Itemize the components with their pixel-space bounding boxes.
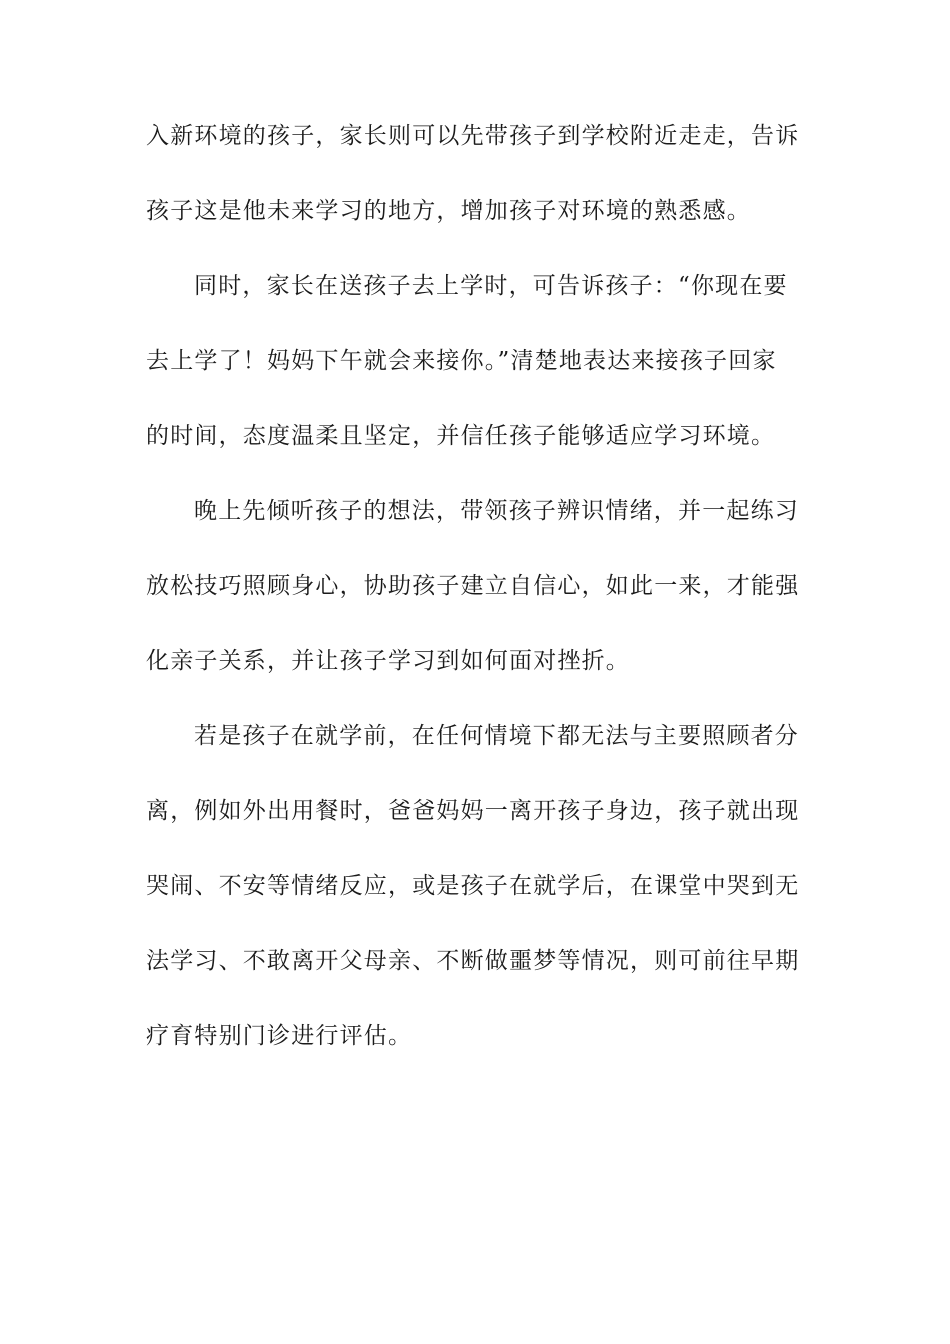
text-line: 疗育特别门诊进行评估。 xyxy=(146,1023,413,1049)
text-line: 的时间，态度温柔且坚定，并信任孩子能够适应学习环境。 xyxy=(146,423,776,449)
text-line: 去上学了！妈妈下午就会来接你。”清楚地表达来接孩子回家 xyxy=(146,348,777,374)
body-text xyxy=(146,118,806,1093)
paragraph-start-line: 同时，家长在送孩子去上学时，可告诉孩子：“你现在要 xyxy=(194,273,788,299)
paragraph-start-line: 若是孩子在就学前，在任何情境下都无法与主要照顾者分 xyxy=(194,723,799,749)
text-line: 离，例如外出用餐时，爸爸妈妈一离开孩子身边，孩子就出现 xyxy=(146,798,800,824)
text-line: 放松技巧照顾身心，协助孩子建立自信心，如此一来，才能强 xyxy=(146,573,800,599)
text-line: 入新环境的孩子，家长则可以先带孩子到学校附近走走，告诉 xyxy=(146,123,800,149)
text-line: 孩子这是他未来学习的地方，增加孩子对环境的熟悉感。 xyxy=(146,198,751,224)
text-line: 哭闹、不安等情绪反应，或是孩子在就学后，在课堂中哭到无 xyxy=(146,873,800,899)
text-line: 化亲子关系，并让孩子学习到如何面对挫折。 xyxy=(146,648,630,674)
paragraph-start-line: 晚上先倾听孩子的想法，带领孩子辨识情绪，并一起练习 xyxy=(194,498,799,524)
text-line: 法学习、不敢离开父母亲、不断做噩梦等情况，则可前往早期 xyxy=(146,948,800,974)
